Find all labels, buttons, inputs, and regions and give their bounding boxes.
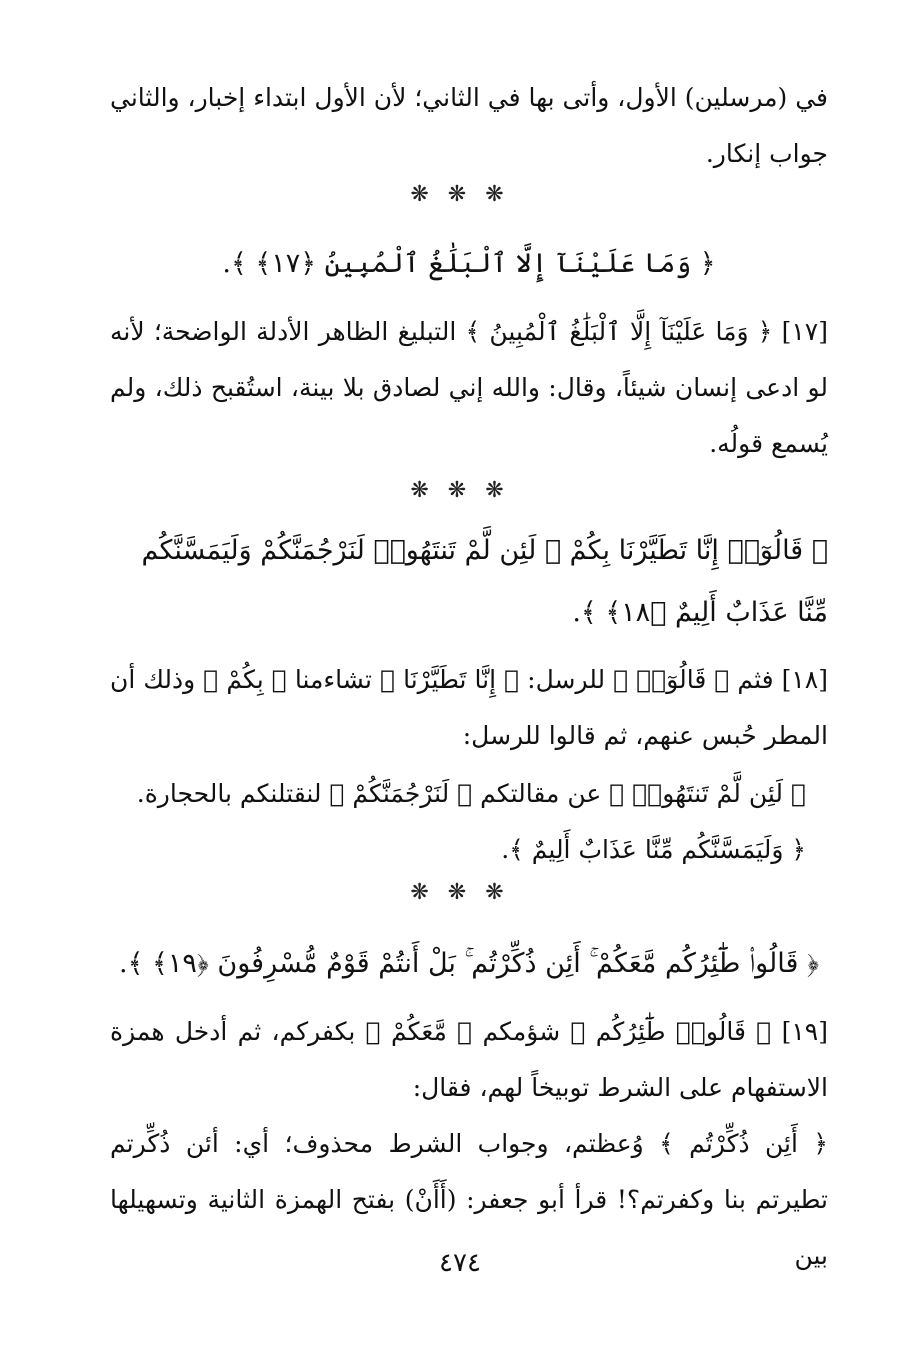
verse-19: ﴿ قَالُوا۟ طَٰٓئِرُكُم مَّعَكُمْ ۚ أَئِن ذُكِّرْتُم ۚ بَلْ أَنتُمْ قَوْمٌ مُّسْرِفُونَ ﴿١٩﴾ ﴾. <box>119 948 819 979</box>
commentary-17: [١٧] ﴿ وَمَا عَلَيْنَآ إِلَّا ٱلْبَلَٰغُ ٱلْمُبِينُ ﴾ التبليغ الظاهر الأدلة الواضحة؛ لأنه لو ادعى إنسان شيئاً، وقال: والله إني لصادق بلا بينة، استُقبح ذلك، ولم يُسمع قولُه. <box>110 317 828 458</box>
verse-17: ﴿ وَمَا عَلَيْنَآ إِلَّا ٱلْبَلَٰغُ ٱلْمُبِينُ ﴿١٧﴾ ﴾. <box>222 248 716 279</box>
section-separator: ❋ ❋ ❋ <box>410 880 510 905</box>
section-separator: ❋ ❋ ❋ <box>410 182 510 207</box>
commentary-18-punishment: ﴿ وَلَيَمَسَّنَّكُم مِّنَّا عَذَابٌ أَلِيمٌ ﴾. <box>501 835 806 864</box>
paragraph-intro: في (مرسلين) الأول، وأتى بها في الثاني؛ لأن الأول ابتداء إخبار، والثاني جواب إنكار. <box>110 83 828 168</box>
commentary-19-continued: ﴿ أَئِن ذُكِّرْتُم ﴾ وُعظتم، وجواب الشرط محذوف؛ أي: أئن ذُكِّرتم تطيرتم بنا وكفرتم؟! قرأ أبو جعفر: (أَأَنْ) بفتح الهمزة الثانية وتسهيلها بين <box>110 1129 828 1270</box>
page-number: ٤٧٤ <box>439 1248 481 1278</box>
section-separator: ❋ ❋ ❋ <box>410 478 510 503</box>
commentary-19: [١٩] ﴿ قَالُوا۟ طَٰٓئِرُكُم ﴾ شؤمكم ﴿ مَّعَكُمْ ﴾ بكفركم، ثم أدخل همزة الاستفهام على الشرط توبيخاً لهم، فقال: <box>110 1017 828 1102</box>
commentary-18: [١٨] فثم ﴿ قَالُوٓا۟ ﴾ للرسل: ﴿ إِنَّا تَطَيَّرْنَا ﴾ تشاءمنا ﴿ بِكُمْ ﴾ وذلك أن المطر حُبس عنهم، ثم قالوا للرسل: <box>110 665 828 750</box>
verse-18: ﴿ قَالُوٓا۟ إِنَّا تَطَيَّرْنَا بِكُمْ ۖ لَئِن لَّمْ تَنتَهُوا۟ لَنَرْجُمَنَّكُمْ وَلَيَمَسَّنَّكُم مِّنَّا عَذَابٌ أَلِيمٌ ﴿١٨﴾ ﴾. <box>141 535 828 628</box>
commentary-18-threat: ﴿ لَئِن لَّمْ تَنتَهُوا۟ ﴾ عن مقالتكم ﴿ لَنَرْجُمَنَّكُمْ ﴾ لنقتلنكم بالحجارة. <box>136 779 806 808</box>
